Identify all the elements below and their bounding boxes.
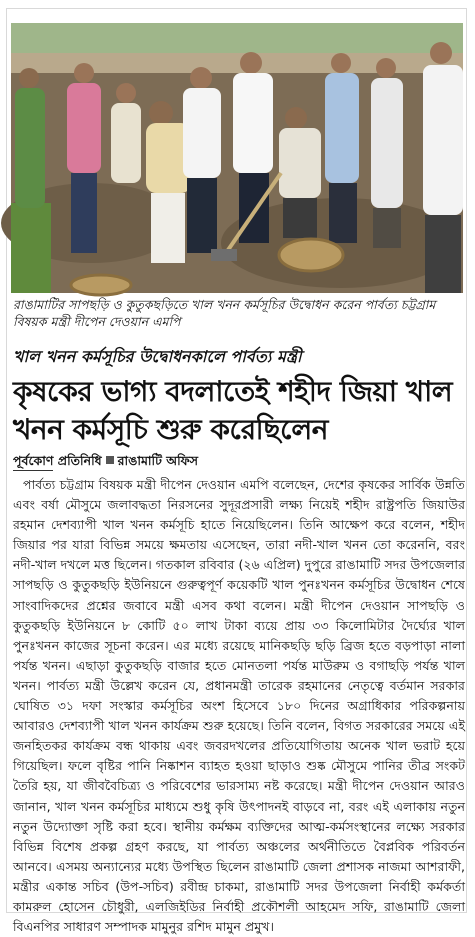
news-clipping — [6, 8, 467, 935]
byline — [13, 453, 463, 469]
article-body — [13, 475, 465, 937]
kicker-headline: খাল খনন কর্মসূচির উদ্বোধনকালে পার্বত্য মন্ত্রী — [13, 347, 302, 366]
byline-separator — [106, 456, 114, 464]
reporter-name: পূর্বকোণ প্রতিনিধি — [13, 453, 102, 468]
news-photo — [11, 23, 463, 293]
office-name: রাঙামাটি অফিস — [117, 453, 199, 468]
photo-caption: রাঙামাটির সাপছড়ি ও কুতুকছড়িতে খাল খনন কর্মসূচির উদ্বোধন করেন পার্বত্য চট্টগ্রাম বিষয়ক মন্ত্রী দীপেন দেওয়ান এমপি — [13, 297, 436, 329]
photo-icon — [11, 23, 463, 293]
byline-rule — [13, 470, 53, 471]
main-headline: কৃষকের ভাগ্য বদলাতেই শহীদ জিয়া খাল খনন কর্মসূচি শুরু করেছিলেন — [13, 375, 453, 446]
article-paragraph: পার্বত্য চট্টগ্রাম বিষয়ক মন্ত্রী দীপেন দেওয়ান এমপি বলেছেন, দেশের কৃষকের সার্বিক উন্নতি এবং বর্ষা মৌসুমে জলাবদ্ধতা নিরসনের সুদূরপ্রসারী লক্ষ্য নিয়েই শহীদ রাষ্ট্রপতি জিয়াউর রহমান দেশব্যাপী খাল খনন কর্মসূচি হাতে নিয়েছিলেন। তিনি আক্ষেপ করে বলেন, শহীদ জিয়ার পর যারা বিভিন্ন সময়ে ক্ষমতায় এসেছেন, তারা নদী-খাল খনন তো করেননি, বরং নদী-খাল দখলে মত্ত ছিলেন। গতকাল রবিবার (২৬ এপ্রিল) দুপুরে রাঙামাটি সদর উপজেলার সাপছড়ি ও কুতুকছড়ি ইউনিয়নে গুরুত্বপূর্ণ কয়েকটি খাল পুনঃখনন কর্মসূচির উদ্বোধন শেষে সাংবাদিকদের প্রশ্নের জবাবে মন্ত্রী এসব কথা বলেন। মন্ত্রী দীপেন দেওয়ান সাপছড়ি ও কুতুকছড়ি ইউনিয়নে ৮ কোটি ৫০ লাখ টাকা ব্যয়ে প্রায় ৩৩ কিলোমিটার দৈর্ঘ্যের খাল পুনঃখনন কাজের সূচনা করেন। এর মধ্যে রয়েছে মানিকছড়ি ছড়ি ব্রিজ হতে বড়পাড়া নালা পর্যন্ত খনন। এছাড়া কুতুকছড়ি বাজার হতে মোনতলা পর্যন্ত মাউরুম ও বগাছড়ি পর্যন্ত খাল খনন। পার্বত্য মন্ত্রী উল্লেখ করেন যে, প্রধানমন্ত্রী তারেক রহমানের নেতৃত্বে বর্তমান সরকার ঘোষিত ৩১ দফা সংস্কার কর্মসূচির অংশ হিসেবে ১৮০ দিনের অগ্রাধিকার পরিকল্পনায় আবারও দেশব্যাপী খাল খনন কার্যক্রম শুরু হয়েছে। তিনি বলেন, বিগত সরকারের সময়ে এই জনহিতকর কার্যক্রম বন্ধ থাকায় এবং জবরদখলের প্রতিযোগিতায় অনেক খাল ভরাট হয়ে গিয়েছিল। ফলে বৃষ্টির পানি নিষ্কাশন ব্যাহত হওয়া ছাড়াও শুষ্ক মৌসুমে পানির তীব্র সংকট তৈরি হয়, যা জীববৈচিত্র্য ও পরিবেশের ভারসাম্য নষ্ট করেছে। মন্ত্রী দীপেন দেওয়ান আরও জানান, খাল খনন কর্মসূচির মাধ্যমে শুধু কৃষি উৎপাদনই বাড়বে না, বরং এই এলাকায় নতুন নতুন উদ্যোক্তা সৃষ্টি করা হবে। স্থানীয় কর্মক্ষম ব্যক্তিদের আত্ম-কর্মসংস্থানের লক্ষ্যে সরকার বিভিন্ন বিশেষ প্রকল্প গ্রহণ করছে, যা পার্বত্য অঞ্চলের অর্থনীতিতে বৈপ্লবিক পরিবর্তন আনবে। এসময় অন্যান্যের মধ্যে উপস্থিত ছিলেন রাঙামাটি জেলা প্রশাসক নাজমা আশরাফী, মন্ত্রীর একান্ত সচিব (উপ-সচিব) রবীন্দ্র চাকমা, রাঙামাটি সদর উপজেলা নির্বাহী কর্মকর্তা কামরুল হোসেন চৌধুরী, এলজিইডির নির্বাহী প্রকৌশলী আহমেদ সফি, রাঙামাটি জেলা বিএনপির সাধারণ সম্পাদক মামুনুর রশিদ মামুন প্রমুখ। — [13, 477, 465, 935]
